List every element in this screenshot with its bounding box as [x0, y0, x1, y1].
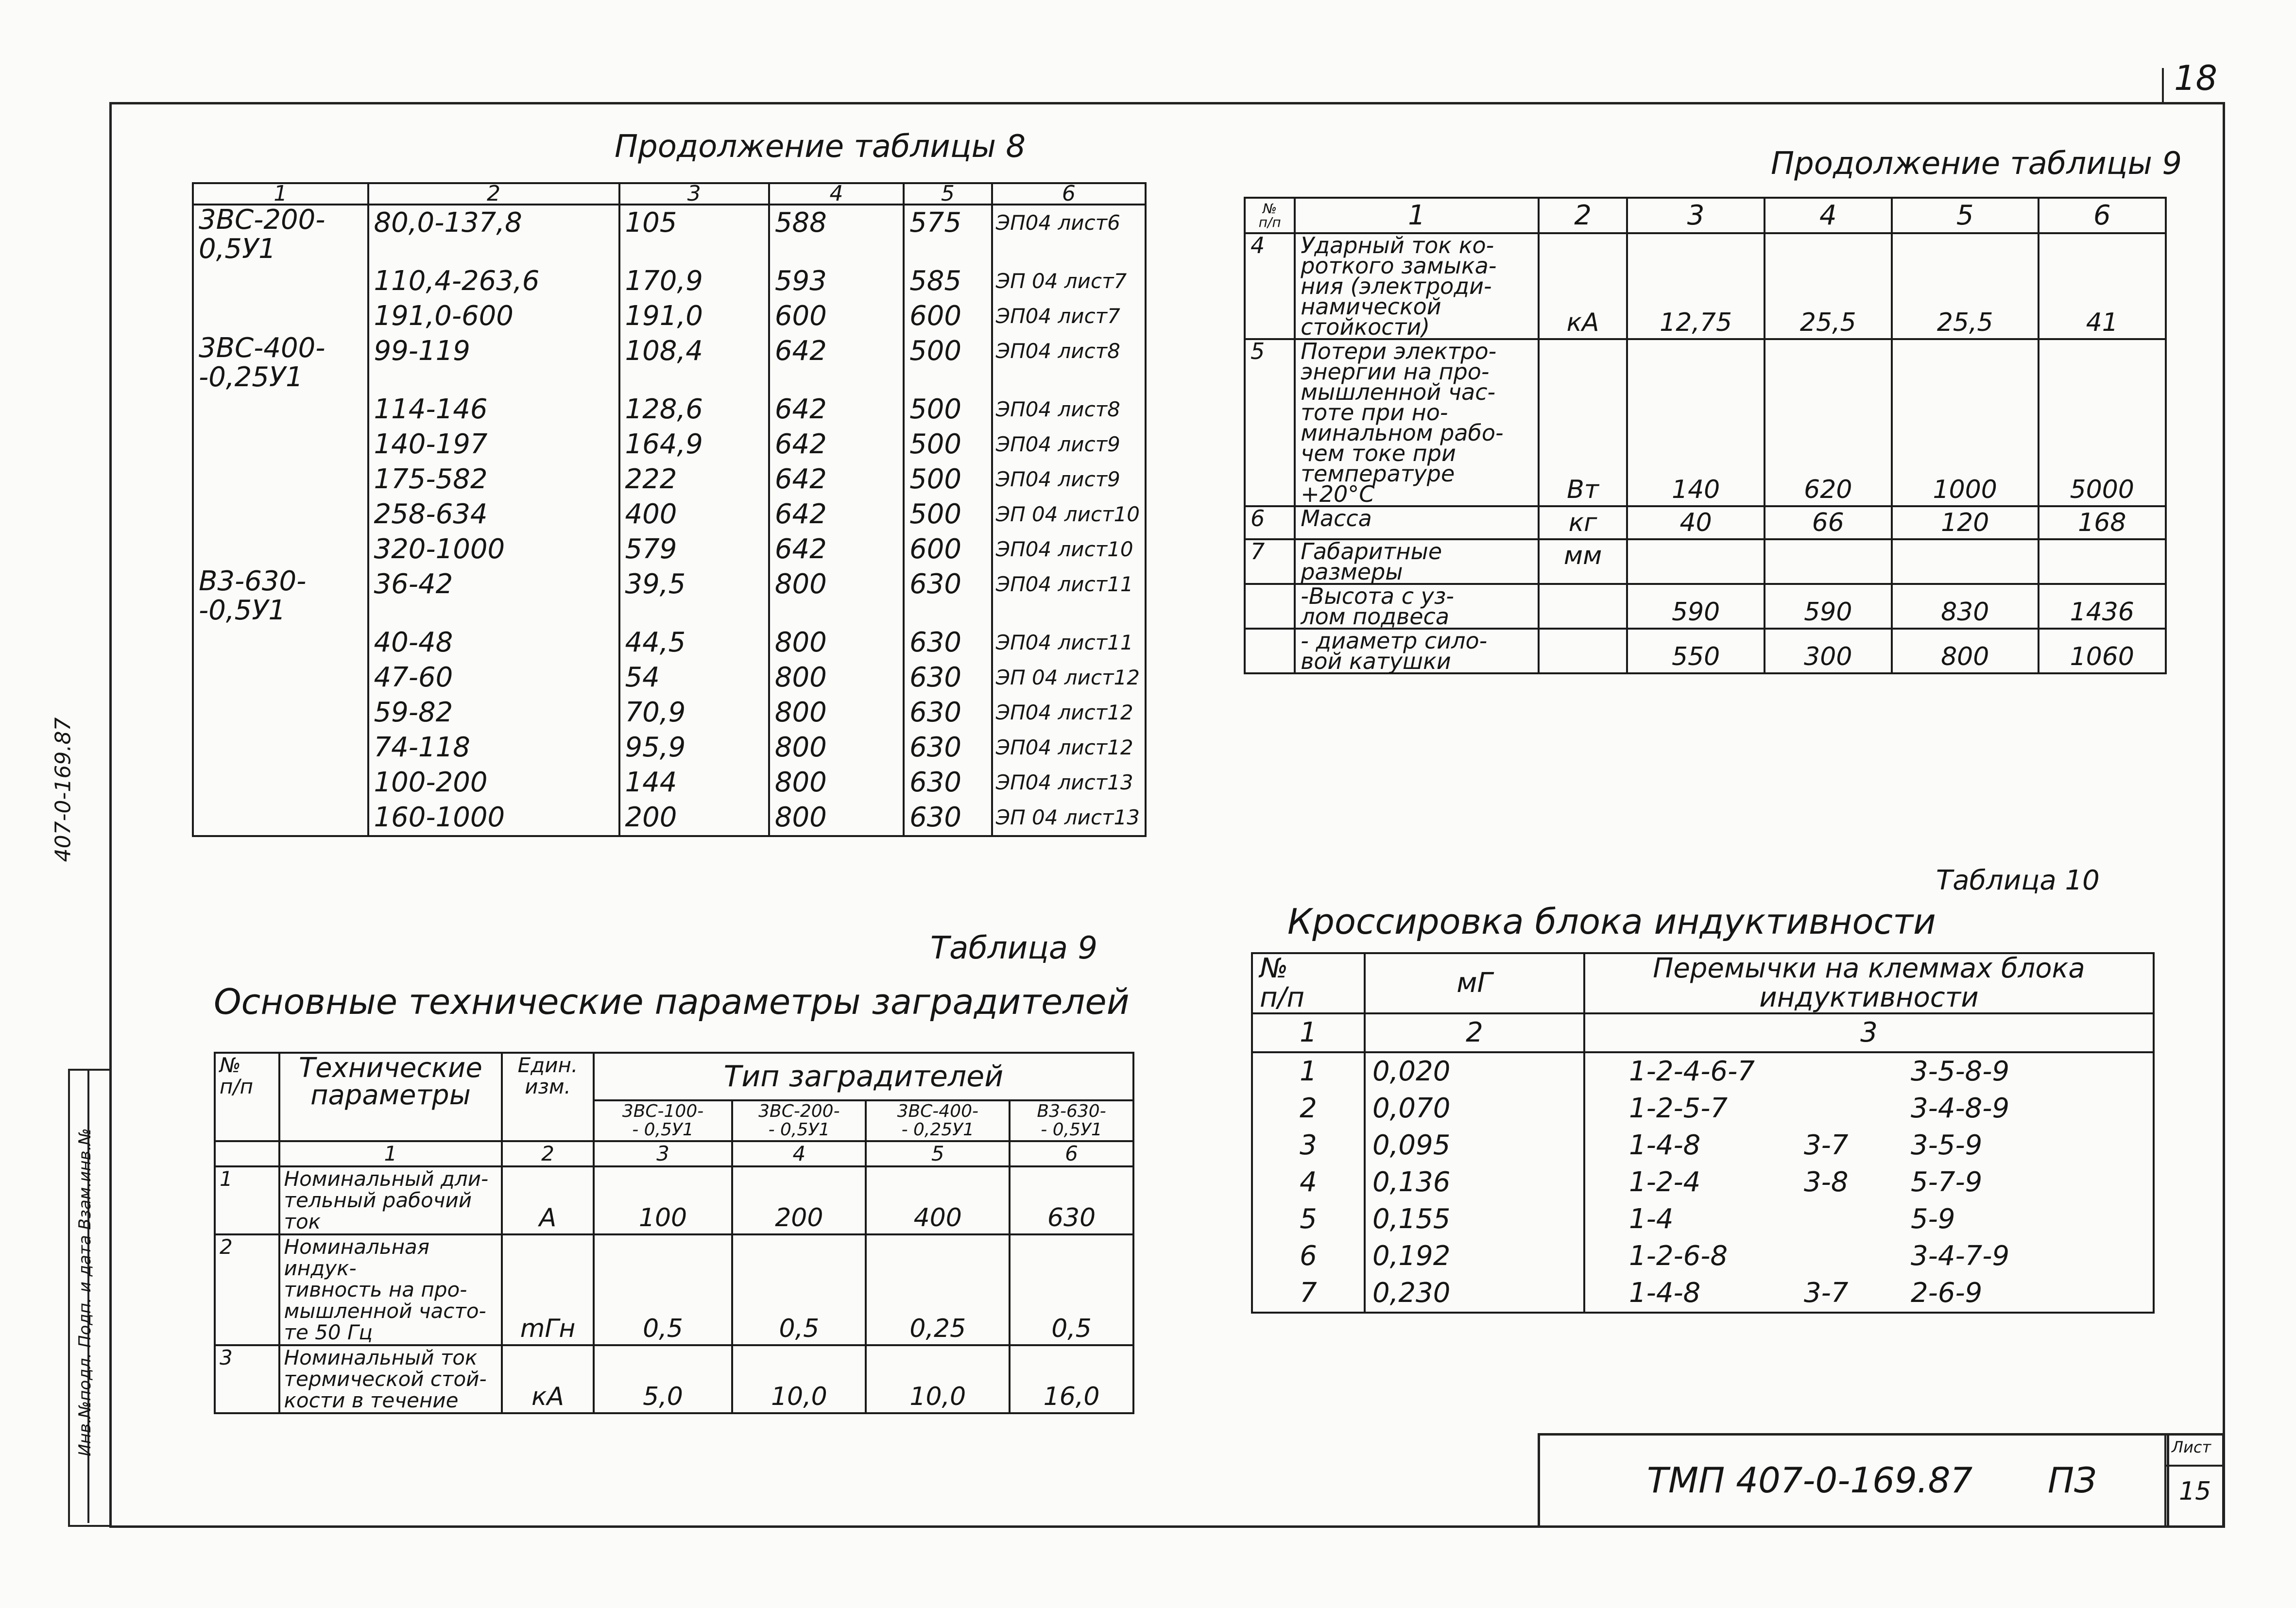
table-row: [1245, 539, 2166, 584]
table9-row-no: 2: [215, 1234, 279, 1345]
jumper-group: 5-7-9: [1911, 1166, 1983, 1198]
table8-cell: ЭП04 лист10: [992, 532, 1146, 567]
table9c-value: 5000: [2039, 339, 2166, 506]
table8-cell: 800: [769, 695, 904, 730]
table-row: [193, 625, 1146, 660]
table8-cell: ЭП 04 лист10: [992, 497, 1146, 532]
table8-caption: Продолжение таблицы 8: [615, 129, 1026, 165]
table8-cell: 320-1000: [368, 532, 619, 567]
table8-cell: 593: [769, 264, 904, 299]
table9c-param: Ударный ток ко- роткого замыка- ния (электроди- намической стойкости): [1295, 233, 1539, 339]
table8-cell: ЭП04 лист8: [992, 334, 1146, 392]
table9c-unit: кг: [1539, 506, 1628, 539]
table8-cell: 642: [769, 427, 904, 462]
table9c-value: 41: [2039, 233, 2166, 339]
side-project-code: 407-0-169.87: [51, 717, 76, 862]
table9c-value: 1060: [2039, 629, 2166, 673]
table8-cell: 3ВС-200- 0,5У1: [193, 205, 368, 264]
table9c-value: [1765, 539, 1892, 584]
table8-cell: 642: [769, 392, 904, 427]
table9-type-4: В3-630- - 0,5У1: [1010, 1100, 1133, 1141]
table8-cell: 642: [769, 334, 904, 392]
jumper-group: 1-2-5-7: [1629, 1093, 1728, 1124]
table8-cell: 800: [769, 567, 904, 625]
sheet-box-divider: [2164, 1465, 2223, 1467]
table8-cell: [193, 497, 368, 532]
table10-title: Кроссировка блока индуктивности: [1287, 901, 1936, 942]
table9-colnum: 5: [866, 1141, 1010, 1166]
table10-jumpers: [1584, 1127, 2154, 1164]
table9c-unit: Вт: [1539, 339, 1628, 506]
table8-cell: 800: [769, 765, 904, 800]
table8-col-4: 4: [769, 183, 904, 205]
table8-cell: 630: [904, 765, 992, 800]
table8-cell: 59-82: [368, 695, 619, 730]
table9-param: Номинальный ток термической стой- кости в течение: [279, 1345, 502, 1413]
table9c-row-no: [1245, 629, 1295, 673]
table8-cell: 630: [904, 730, 992, 765]
table8-cell: 70,9: [619, 695, 769, 730]
table9-colnum: 1: [279, 1141, 502, 1166]
table10-mg: 0,136: [1365, 1164, 1584, 1201]
table10-jumpers: [1584, 1275, 2154, 1313]
table-row: [1245, 629, 2166, 673]
table10-jumpers: [1584, 1164, 2154, 1201]
table-row: [1252, 1201, 2154, 1238]
table10-mg: 0,192: [1365, 1238, 1584, 1275]
table10-jumpers: [1584, 1052, 2154, 1090]
table10-row-no: 7: [1252, 1275, 1365, 1313]
table10-caption: Таблица 10: [1936, 865, 2100, 896]
jumper-group: 3-4-7-9: [1911, 1240, 2010, 1272]
table10-mg: 0,230: [1365, 1275, 1584, 1313]
table9-param-header: Технические параметры: [279, 1053, 502, 1141]
table8-cell: 191,0: [619, 299, 769, 334]
table8-cell: ЭП04 лист12: [992, 695, 1146, 730]
table8-cell: 630: [904, 695, 992, 730]
table10-jumpers: [1584, 1090, 2154, 1127]
table8-cell: 800: [769, 625, 904, 660]
table9-value: 400: [866, 1166, 1010, 1234]
table9c-value: 590: [1627, 584, 1764, 629]
table9c-value: [2039, 539, 2166, 584]
table8-cell: 74-118: [368, 730, 619, 765]
jumper-group: 3-8: [1804, 1166, 1849, 1198]
table9-type-2: 3ВС-200- - 0,5У1: [732, 1100, 866, 1141]
table-row: [193, 765, 1146, 800]
table8-cell: 170,9: [619, 264, 769, 299]
stamp-code: ТМП 407-0-169.87: [1647, 1460, 1973, 1501]
table9c-col-5: 5: [1892, 198, 2039, 233]
table9-colnum: 4: [732, 1141, 866, 1166]
table8-cell: 500: [904, 392, 992, 427]
table-row: [193, 392, 1146, 427]
table10-row-no: 1: [1252, 1052, 1365, 1090]
table8-cell: [193, 625, 368, 660]
table8-cell: 500: [904, 462, 992, 497]
table-row: [215, 1234, 1133, 1345]
table9c-unit: [1539, 584, 1628, 629]
table8-cell: 800: [769, 800, 904, 836]
table8-cell: 164,9: [619, 427, 769, 462]
table8-cell: 175-582: [368, 462, 619, 497]
table9-unit: mГн: [502, 1234, 594, 1345]
table8-cell: 3ВС-400- -0,25У1: [193, 334, 368, 392]
table9c-unit: мм: [1539, 539, 1628, 584]
table8-cell: ЭП04 лист13: [992, 765, 1146, 800]
table9-unit: А: [502, 1166, 594, 1234]
table8-cell: ЭП 04 лист7: [992, 264, 1146, 299]
jumper-group: 1-4: [1629, 1203, 1674, 1235]
table8-cell: ЭП04 лист12: [992, 730, 1146, 765]
table10-jumper-header: Перемычки на клеммах блока индуктивности: [1584, 953, 2154, 1013]
table-row: [193, 264, 1146, 299]
table10-mg: 0,095: [1365, 1127, 1584, 1164]
table10-jumpers: [1584, 1201, 2154, 1238]
table8-cell: ЭП04 лист9: [992, 427, 1146, 462]
table9-unit: кА: [502, 1345, 594, 1413]
table9c-col-6: 6: [2039, 198, 2166, 233]
table9-value: 0,5: [594, 1234, 732, 1345]
table-row: [193, 334, 1146, 392]
table8-cell: [193, 765, 368, 800]
table9c-param: -Высота с уз- лом подвеса: [1295, 584, 1539, 629]
jumper-group: 3-7: [1804, 1129, 1849, 1161]
table9-no-header: № п/п: [215, 1053, 279, 1141]
table8-cell: ЭП04 лист11: [992, 567, 1146, 625]
table8-cell: 80,0-137,8: [368, 205, 619, 264]
table9c-value: [1892, 539, 2039, 584]
sheet-label: Лист: [2172, 1438, 2211, 1456]
table9-value: 10,0: [866, 1345, 1010, 1413]
table9c-value: 830: [1892, 584, 2039, 629]
table9c-value: 120: [1892, 506, 2039, 539]
table8-cell: ЭП 04 лист13: [992, 800, 1146, 836]
table9c-unit: кА: [1539, 233, 1628, 339]
table8-cell: 500: [904, 427, 992, 462]
table9c-value: 140: [1627, 339, 1764, 506]
table8-cell: ЭП04 лист11: [992, 625, 1146, 660]
table9-row-no: 1: [215, 1166, 279, 1234]
table9c-value: 66: [1765, 506, 1892, 539]
table8-cell: 99-119: [368, 334, 619, 392]
table9c-param: Масса: [1295, 506, 1539, 539]
table8-col-3: 3: [619, 183, 769, 205]
table9c-param: Потери электро- энергии на про- мышленной час- тоте при но- минальном рабо- чем токе при температуре +20°С: [1295, 339, 1539, 506]
table9-colnum-row: [215, 1141, 1133, 1166]
table8-cell: 144: [619, 765, 769, 800]
table10-mg: 0,155: [1365, 1201, 1584, 1238]
table9c-param: Габаритные размеры: [1295, 539, 1539, 584]
table9c-row-no: 7: [1245, 539, 1295, 584]
table-row: [215, 1166, 1133, 1234]
table-row: [1252, 1052, 2154, 1090]
jumper-group: 1-4-8: [1629, 1277, 1701, 1309]
table-row: [1245, 506, 2166, 539]
table8-cell: В3-630- -0,5У1: [193, 567, 368, 625]
table9c-value: 550: [1627, 629, 1764, 673]
table8-cell: 630: [904, 567, 992, 625]
table9-value: 0,5: [1010, 1234, 1133, 1345]
table-row: [1245, 233, 2166, 339]
table-row: [193, 497, 1146, 532]
table9-colnum: [215, 1141, 279, 1166]
table8-cell: 110,4-263,6: [368, 264, 619, 299]
table9c-value: 1436: [2039, 584, 2166, 629]
table9-value: 200: [732, 1166, 866, 1234]
table9-type-1: 3ВС-100- - 0,5У1: [594, 1100, 732, 1141]
table8-cell: [193, 462, 368, 497]
table8-cell: [193, 695, 368, 730]
table9-value: 0,25: [866, 1234, 1010, 1345]
table8-cell: 642: [769, 462, 904, 497]
table9-colnum: 3: [594, 1141, 732, 1166]
jumper-group: 2-6-9: [1911, 1277, 1983, 1309]
table8-cell: 500: [904, 497, 992, 532]
table9-header-row-1: [215, 1053, 1133, 1100]
table-row: [1252, 1127, 2154, 1164]
table8-header-row: [193, 183, 1146, 205]
table8-cell: ЭП04 лист8: [992, 392, 1146, 427]
table8-cell: 600: [904, 299, 992, 334]
table9-caption: Таблица 9: [930, 930, 1098, 966]
table9c-param: - диаметр сило- вой катушки: [1295, 629, 1539, 673]
table8-cell: [193, 800, 368, 836]
table8-cell: 630: [904, 660, 992, 695]
table9c-value: 590: [1765, 584, 1892, 629]
table8-cell: 400: [619, 497, 769, 532]
table-row: [193, 299, 1146, 334]
table8-cell: [193, 427, 368, 462]
table9c-header-row: [1245, 198, 2166, 233]
table8-col-2: 2: [368, 183, 619, 205]
table9c-value: [1627, 539, 1764, 584]
table-row: [193, 532, 1146, 567]
table8-cell: 800: [769, 730, 904, 765]
table8: [192, 182, 1147, 837]
table8-cell: [193, 532, 368, 567]
table8-cell: 114-146: [368, 392, 619, 427]
table10-row-no: 3: [1252, 1127, 1365, 1164]
jumper-group: 1-2-6-8: [1629, 1240, 1728, 1272]
stamp-section: ПЗ: [2048, 1460, 2097, 1501]
table10-colnum: 1: [1252, 1013, 1365, 1052]
table9-value: 100: [594, 1166, 732, 1234]
jumper-group: 1-2-4-6-7: [1629, 1056, 1755, 1087]
table9-value: 16,0: [1010, 1345, 1133, 1413]
table8-cell: 579: [619, 532, 769, 567]
table9-type-header: Тип заградителей: [594, 1053, 1133, 1100]
table9c-unit: [1539, 629, 1628, 673]
table9: [214, 1052, 1134, 1414]
table10-colnum-row: [1252, 1013, 2154, 1052]
table8-cell: 222: [619, 462, 769, 497]
table8-cell: 160-1000: [368, 800, 619, 836]
table10-mg: 0,070: [1365, 1090, 1584, 1127]
jumper-group: 1-2-4: [1629, 1166, 1701, 1198]
table8-cell: 630: [904, 800, 992, 836]
table8-cell: 100-200: [368, 765, 619, 800]
table9c-value: 25,5: [1765, 233, 1892, 339]
table-row: [193, 462, 1146, 497]
table9-param: Номинальный дли- тельный рабочий ток: [279, 1166, 502, 1234]
table-row: [193, 730, 1146, 765]
table8-cell: 575: [904, 205, 992, 264]
table10-mg: 0,020: [1365, 1052, 1584, 1090]
table8-cell: 630: [904, 625, 992, 660]
table8-cell: 500: [904, 334, 992, 392]
table9-value: 5,0: [594, 1345, 732, 1413]
table9c-value: 620: [1765, 339, 1892, 506]
table-row: [193, 427, 1146, 462]
table10-no-header: № п/п: [1252, 953, 1365, 1013]
left-strip-text: Инв.№подл. Подп. и дата Взам.инв.№: [75, 1128, 95, 1456]
table-row: [193, 800, 1146, 836]
table8-cell: 40-48: [368, 625, 619, 660]
jumper-group: 3-5-8-9: [1911, 1056, 2010, 1087]
jumper-group: 3-7: [1804, 1277, 1849, 1309]
table10-colnum: 2: [1365, 1013, 1584, 1052]
table8-cell: 585: [904, 264, 992, 299]
table10-mg-header: мГ: [1365, 953, 1584, 1013]
table9-unit-header: Един. изм.: [502, 1053, 594, 1141]
page-number-rule: [2162, 68, 2164, 102]
table8-cell: 36-42: [368, 567, 619, 625]
table10-row-no: 4: [1252, 1164, 1365, 1201]
table-row: [1252, 1090, 2154, 1127]
jumper-group: 3-4-8-9: [1911, 1093, 2010, 1124]
sheet-number: 15: [2179, 1477, 2211, 1506]
table10-header-row: [1252, 953, 2154, 1013]
table8-cell: 600: [904, 532, 992, 567]
table8-col-5: 5: [904, 183, 992, 205]
table9-value: 10,0: [732, 1345, 866, 1413]
table8-cell: 108,4: [619, 334, 769, 392]
table9-value: 630: [1010, 1166, 1133, 1234]
table9c-row-no: 6: [1245, 506, 1295, 539]
table10-row-no: 2: [1252, 1090, 1365, 1127]
table-row: [215, 1345, 1133, 1413]
table8-cell: 47-60: [368, 660, 619, 695]
table8-cell: 54: [619, 660, 769, 695]
table8-cell: 44,5: [619, 625, 769, 660]
table9-value: 0,5: [732, 1234, 866, 1345]
table-row: [193, 567, 1146, 625]
table9c-col-1: 1: [1295, 198, 1539, 233]
table8-cell: 642: [769, 497, 904, 532]
table9c-value: 300: [1765, 629, 1892, 673]
jumper-group: 5-9: [1911, 1203, 1955, 1235]
page-number: 18: [2174, 58, 2218, 98]
table8-cell: [193, 299, 368, 334]
table10-colnum: 3: [1584, 1013, 2154, 1052]
table8-cell: ЭП04 лист9: [992, 462, 1146, 497]
table9c-row-no: 5: [1245, 339, 1295, 506]
table-row: [1252, 1164, 2154, 1201]
table8-col-1: 1: [193, 183, 368, 205]
table9c-caption: Продолжение таблицы 9: [1771, 146, 2182, 182]
table9-row-no: 3: [215, 1345, 279, 1413]
table9c-col-3: 3: [1627, 198, 1764, 233]
table8-cell: 39,5: [619, 567, 769, 625]
table9-colnum: 2: [502, 1141, 594, 1166]
table8-cell: ЭП 04 лист12: [992, 660, 1146, 695]
table8-cell: ЭП04 лист6: [992, 205, 1146, 264]
table8-cell: 600: [769, 299, 904, 334]
table8-cell: 800: [769, 660, 904, 695]
table9c-col-2: 2: [1539, 198, 1628, 233]
table8-cell: 588: [769, 205, 904, 264]
table8-cell: 258-634: [368, 497, 619, 532]
table8-cell: 200: [619, 800, 769, 836]
table9c-value: 800: [1892, 629, 2039, 673]
table9-type-3: 3ВС-400- - 0,25У1: [866, 1100, 1010, 1141]
table9c-row-no: [1245, 584, 1295, 629]
table8-cell: [193, 264, 368, 299]
table9c-row-no: 4: [1245, 233, 1295, 339]
table8-cell: [193, 660, 368, 695]
table10-row-no: 5: [1252, 1201, 1365, 1238]
table9-colnum: 6: [1010, 1141, 1133, 1166]
table9c-col-4: 4: [1765, 198, 1892, 233]
table8-col-6: 6: [992, 183, 1146, 205]
table-row: [193, 695, 1146, 730]
table-row: [1245, 339, 2166, 506]
table9c-value: 168: [2039, 506, 2166, 539]
table9-param: Номинальная индук- тивность на про- мышленной часто- те 50 Гц: [279, 1234, 502, 1345]
table8-cell: 128,6: [619, 392, 769, 427]
table-row: [193, 205, 1146, 264]
table8-cell: [193, 730, 368, 765]
table-row: [1245, 584, 2166, 629]
table9-title: Основные технические параметры заградителей: [214, 981, 1130, 1022]
table-row: [1252, 1275, 2154, 1313]
table-row: [1252, 1238, 2154, 1275]
table-row: [193, 660, 1146, 695]
table9c-no-header: № п/п: [1245, 198, 1295, 233]
table8-cell: 140-197: [368, 427, 619, 462]
table9c-value: 12,75: [1627, 233, 1764, 339]
table8-cell: 191,0-600: [368, 299, 619, 334]
table9-continuation: [1244, 197, 2167, 674]
table8-cell: 95,9: [619, 730, 769, 765]
table10-row-no: 6: [1252, 1238, 1365, 1275]
jumper-group: 3-5-9: [1911, 1129, 1983, 1161]
jumper-group: 1-4-8: [1629, 1129, 1701, 1161]
table10: [1251, 952, 2155, 1314]
table9c-value: 1000: [1892, 339, 2039, 506]
table8-cell: [193, 392, 368, 427]
table9c-value: 25,5: [1892, 233, 2039, 339]
table9c-value: 40: [1627, 506, 1764, 539]
table8-cell: ЭП04 лист7: [992, 299, 1146, 334]
table10-jumpers: [1584, 1238, 2154, 1275]
table8-cell: 642: [769, 532, 904, 567]
table8-cell: 105: [619, 205, 769, 264]
